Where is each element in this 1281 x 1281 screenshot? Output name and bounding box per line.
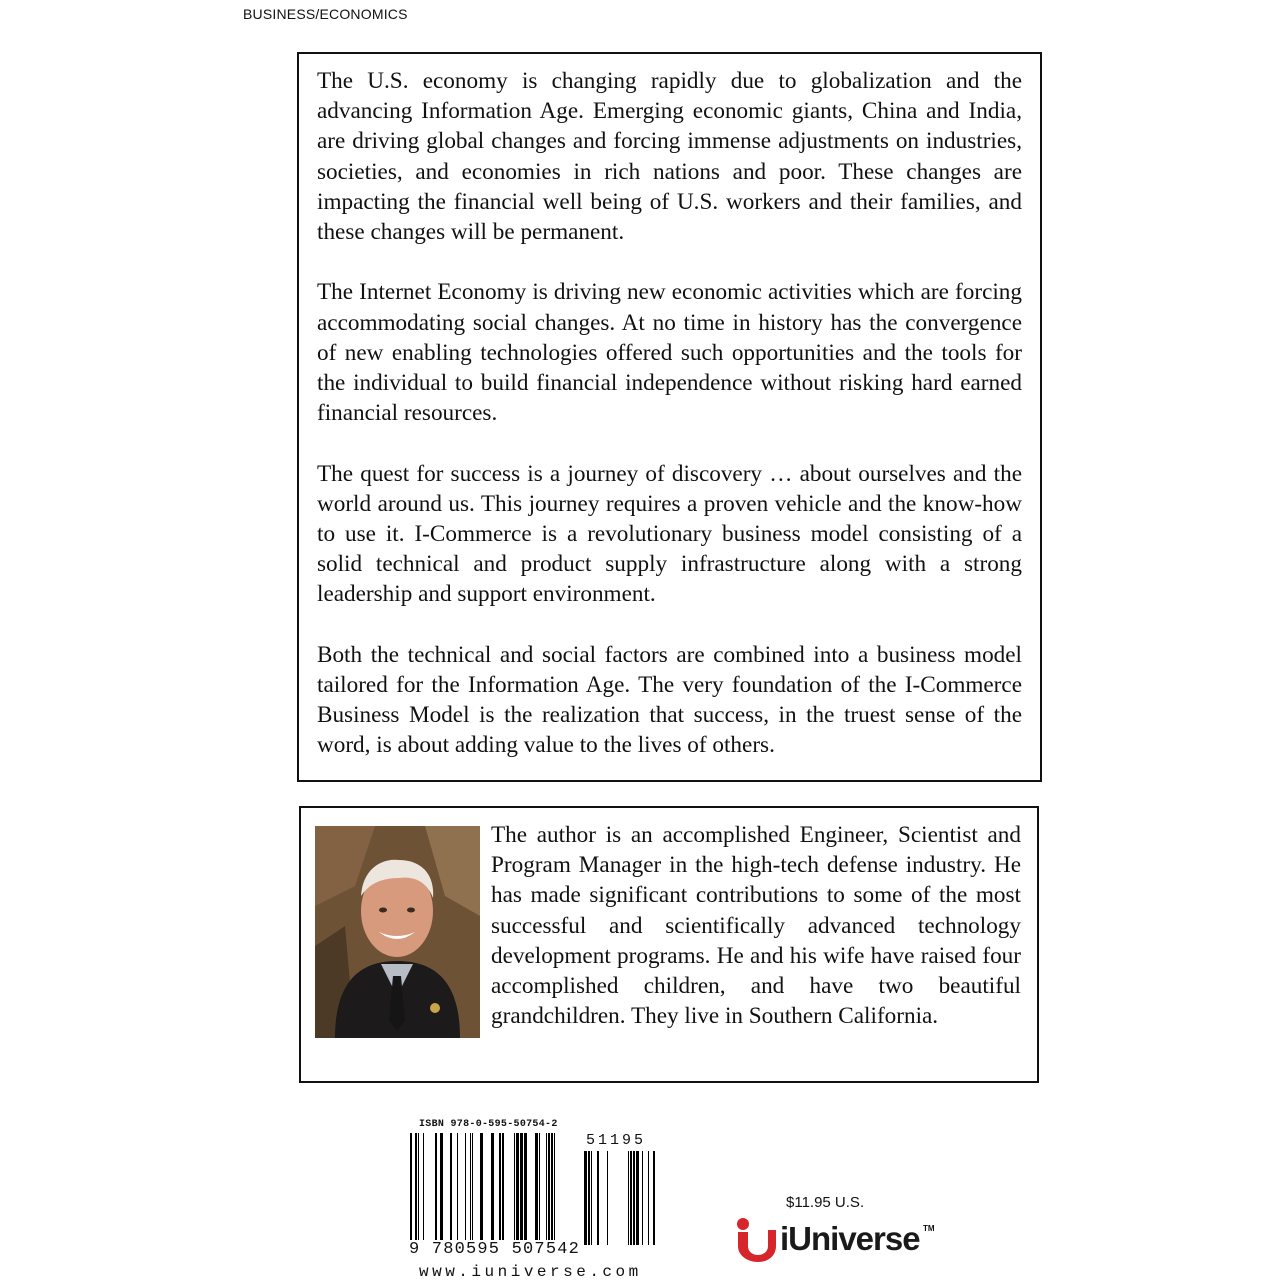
barcode: [410, 1133, 660, 1251]
price: $11.95 U.S.: [786, 1194, 865, 1211]
price-code: 51195: [586, 1132, 647, 1149]
iuniverse-logo: [734, 1216, 934, 1264]
isbn-label: ISBN 978-0-595-50754-2: [419, 1119, 558, 1130]
description-paragraph-1: The U.S. economy is changing rapidly due to globalization and the advancing Information Age. Emerging economic giants, China and India, are driving global changes and forcing immense adjustments on industries, societies, and economies in rich nations and poor. These changes are impacting the financial well being of U.S. workers and their families, and these changes will be permanent.: [317, 68, 1022, 246]
author-box: [299, 806, 1039, 1083]
iuniverse-logo-icon: [734, 1216, 778, 1262]
author-photo: [315, 826, 480, 1038]
ean-digits: 9 780595 507542: [409, 1240, 581, 1259]
description-box: [297, 52, 1042, 782]
trademark: TM: [923, 1224, 935, 1233]
author-bio: The author is an accomplished Engineer, Scientist and Program Manager in the high-tech defense industry. He has made significant contributions to some of the most successful and scientifically advanced technology development programs. He and his wife have raised four accomplished children, and have two beautiful grandchildren. They live in Southern California.: [491, 822, 1021, 1030]
description-paragraph-2: The Internet Economy is driving new economic activities which are forcing accommodating social changes. At no time in history has the convergence of new enabling technologies offered such opportunities and the tools for the individual to build financial independence without risking hard earned financial resources.: [317, 279, 1022, 427]
publisher-logo-text: iUniverse: [780, 1220, 920, 1257]
description-paragraph-4: Both the technical and social factors are combined into a business model tailored for the Information Age. The very foundation of the I-Commerce Business Model is the realization that success, in the truest sense of the word, is about adding value to the lives of others.: [317, 641, 1022, 759]
website: www.iuniverse.com: [419, 1263, 642, 1281]
description-paragraph-3: The quest for success is a journey of discovery … about ourselves and the world around us. This journey requires a proven vehicle and the know-how to use it. I-Commerce is a revolutionary business model consisting of a solid technical and product supply infrastructure along with a strong leadership and support environment.: [317, 460, 1022, 608]
book-category: BUSINESS/ECONOMICS: [243, 6, 408, 22]
